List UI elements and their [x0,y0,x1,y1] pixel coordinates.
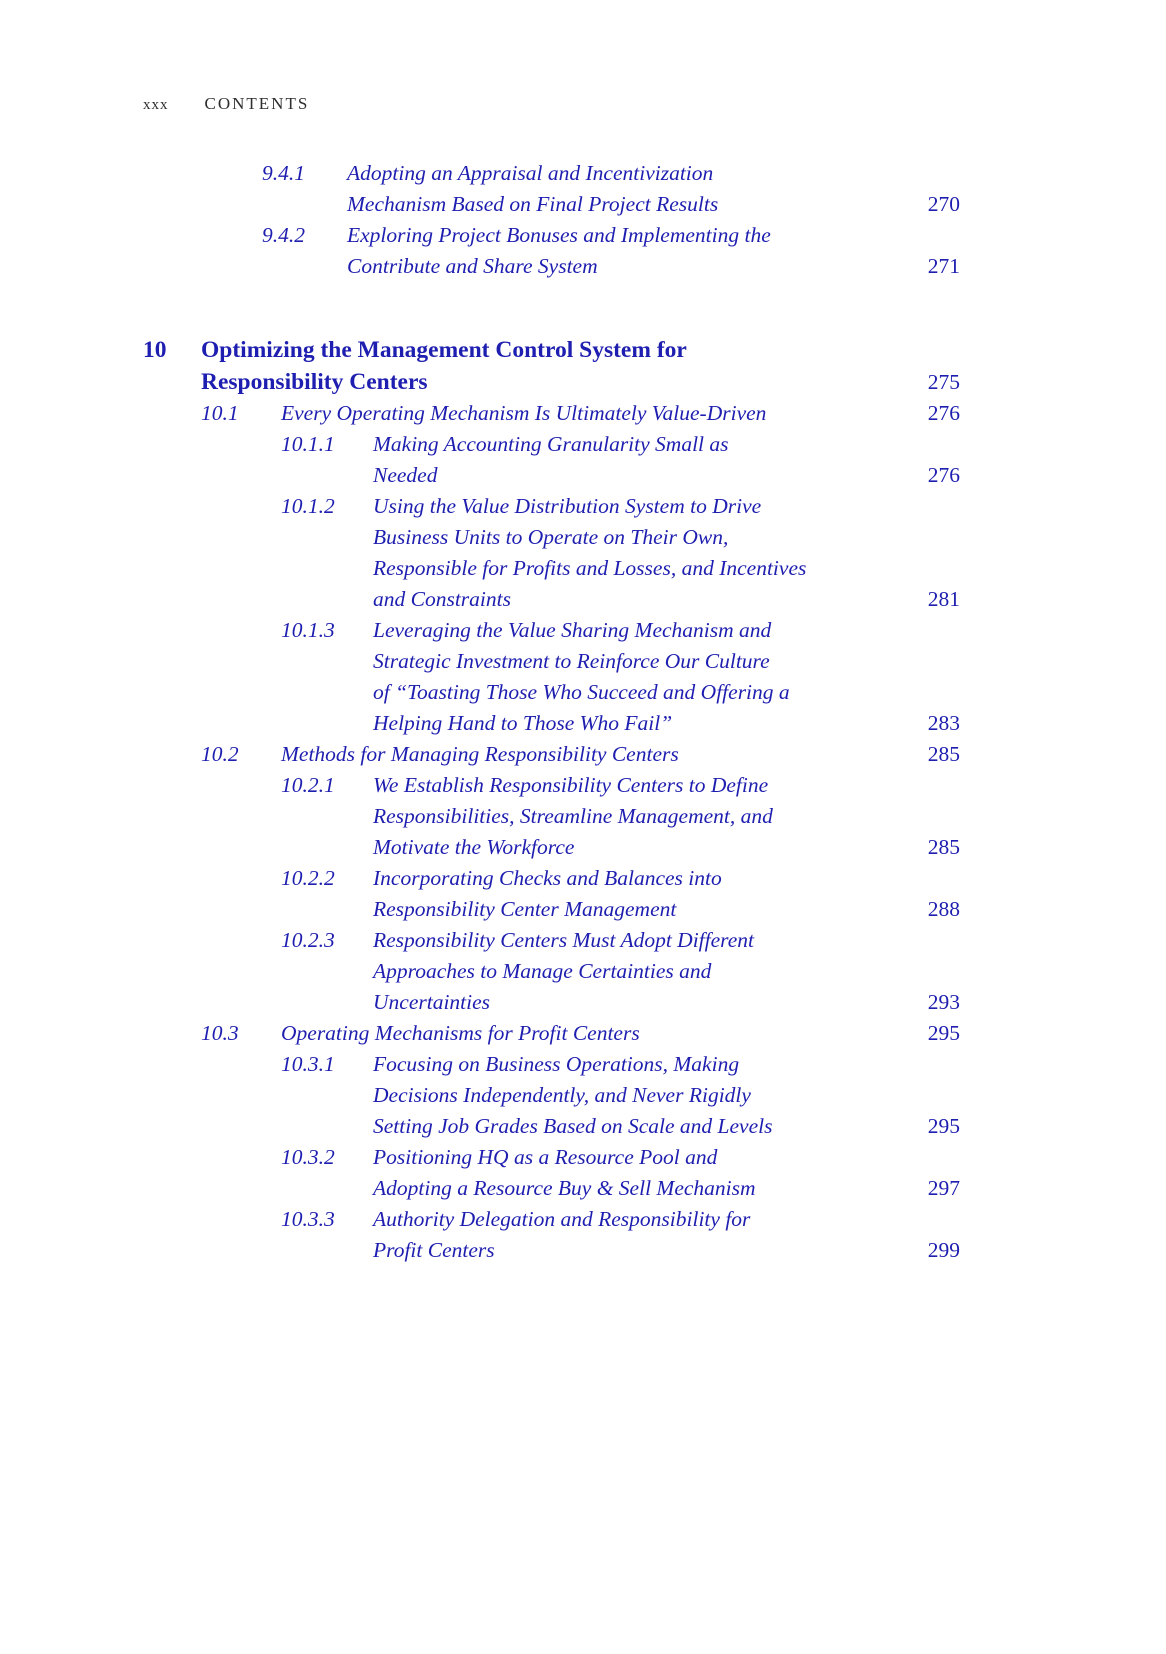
entry-page-number: 297 [927,1176,960,1200]
entry-number: 10.2.1 [281,773,335,797]
entry-number: 10 [143,337,167,363]
header-title: CONTENTS [204,94,310,113]
entry-title: Optimizing the Management Control System for Responsibility Centers [201,337,687,395]
entry-number: 10.2.3 [281,928,335,952]
entry-number: 10.3.3 [281,1207,335,1231]
entry-title: Authority Delegation and Responsibility for Profit Centers [373,1207,751,1262]
page-folio: xxx [143,97,169,113]
entry-page-number: 285 [927,742,960,766]
entry-title: Every Operating Mechanism Is Ultimately Value-Driven [281,401,767,425]
toc-entry [0,770,1166,863]
entry-page-number: 293 [927,990,960,1014]
entry-number: 10.1.1 [281,432,335,456]
toc-entry [0,158,1166,220]
entry-title: Exploring Project Bonuses and Implementing the Contribute and Share System [347,223,771,278]
toc-entry [0,429,1166,491]
entry-title: Using the Value Distribution System to Drive Business Units to Operate on Their Own, Responsible for Profits and Losses, and Incentives and Constraints [373,494,807,611]
entry-page-number: 275 [927,370,960,394]
entry-title: Adopting an Appraisal and Incentivization Mechanism Based on Final Project Results [347,161,719,216]
entry-title: Operating Mechanisms for Profit Centers [281,1021,640,1045]
entry-page-number: 270 [927,192,960,216]
running-header [143,94,309,114]
toc-entry [0,925,1166,1018]
toc-entry [0,1049,1166,1142]
entry-page-number: 276 [927,401,960,425]
toc-entry [0,739,1166,770]
entry-title: We Establish Responsibility Centers to Define Responsibilities, Streamline Management, and Motivate the Workforce [373,773,773,859]
entry-page-number: 299 [927,1238,960,1262]
entry-page-number: 281 [927,587,960,611]
entry-page-number: 283 [927,711,960,735]
entry-number: 10.1 [201,401,239,425]
toc-entry [0,1204,1166,1266]
toc-entry [0,220,1166,282]
entry-number: 9.4.2 [262,223,305,247]
entry-page-number: 276 [927,463,960,487]
toc-entry [0,398,1166,429]
toc-entry [0,491,1166,615]
entry-number: 10.2.2 [281,866,335,890]
entry-number: 10.3.2 [281,1145,335,1169]
entry-title: Methods for Managing Responsibility Centers [281,742,679,766]
toc-entry [0,1142,1166,1204]
entry-title: Focusing on Business Operations, Making Decisions Independently, and Never Rigidly Setting Job Grades Based on Scale and Levels [373,1052,773,1138]
entry-number: 10.3.1 [281,1052,335,1076]
entry-title: Responsibility Centers Must Adopt Different Approaches to Manage Certainties and Uncertainties [373,928,754,1014]
entry-number: 10.2 [201,742,239,766]
entry-title: Making Accounting Granularity Small as Needed [373,432,729,487]
toc-entry [0,1018,1166,1049]
entry-title: Incorporating Checks and Balances into Responsibility Center Management [373,866,722,921]
entry-page-number: 285 [927,835,960,859]
entry-page-number: 295 [927,1021,960,1045]
entry-page-number: 271 [927,254,960,278]
toc-entry [0,334,1166,398]
entry-number: 10.1.3 [281,618,335,642]
entry-number: 10.3 [201,1021,239,1045]
toc-entry [0,615,1166,739]
entry-number: 9.4.1 [262,161,305,185]
entry-page-number: 288 [927,897,960,921]
toc-entry [0,863,1166,925]
entry-title: Leveraging the Value Sharing Mechanism and Strategic Investment to Reinforce Our Culture of “Toasting Those Who Succeed and Offering a Helping Hand to Those Who Fail” [373,618,790,735]
toc-list [0,158,1166,1266]
entry-page-number: 295 [927,1114,960,1138]
entry-title: Positioning HQ as a Resource Pool and Adopting a Resource Buy & Sell Mechanism [373,1145,756,1200]
entry-number: 10.1.2 [281,494,335,518]
